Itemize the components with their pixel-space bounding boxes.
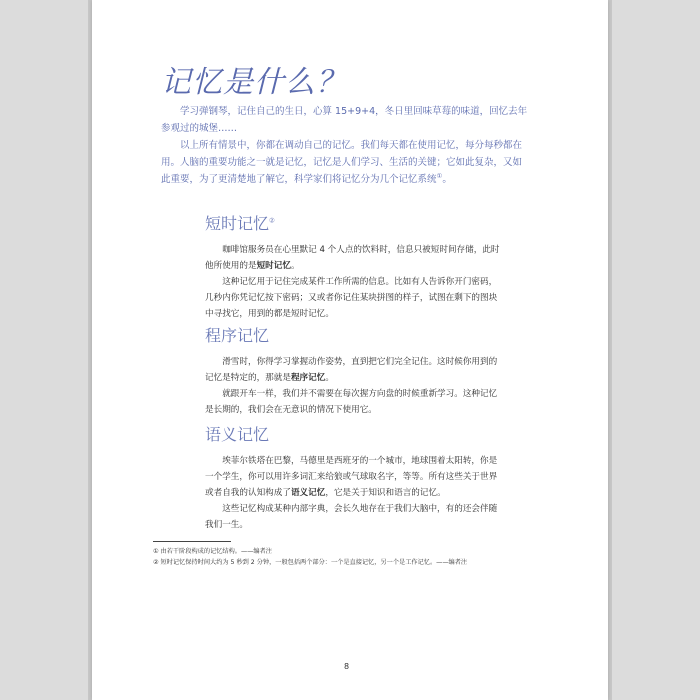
paragraph-text: 。 [290, 261, 300, 271]
right-page-edge [608, 0, 700, 700]
section-procedural-memory [205, 323, 503, 418]
book-page [92, 0, 608, 700]
section-semantic-memory [205, 422, 503, 533]
section-heading: 程序记忆 [205, 326, 270, 345]
footnote-divider [153, 541, 231, 542]
paragraph-text: 滑雪时，你得学习掌握动作姿势，直到把它们完全记住。这时候你用到的记忆是特定的，那就是 [205, 357, 498, 383]
intro-paragraph-2-text: 以上所有情景中，你都在调动自己的记忆。我们每天都在使用记忆，每分每秒都在用。人脑的重要功能之一就是记忆，记忆是人们学习、生活的关键；它如此复杂，又如此重要，为了更清楚地了解它，科学家们将记忆分为几个记忆系统 [161, 140, 523, 185]
bold-term: 程序记忆 [290, 373, 326, 383]
footnote-ref-1: ① [436, 171, 443, 180]
intro-paragraph-2: 以上所有情景中，你都在调动自己的记忆。我们每天都在使用记忆，每分每秒都在用。人脑的重要功能之一就是记忆，记忆是人们学习、生活的关键；它如此复杂，又如此重要，为了更清楚地了解它，科学家们将记忆分为几个记忆系统①。 [161, 140, 523, 185]
left-page-edge [0, 0, 92, 700]
section-paragraph-1 [205, 242, 503, 274]
page-number: 8 [344, 662, 350, 671]
page-title: 记忆是什么？ [161, 65, 347, 100]
section-paragraph-1 [205, 354, 503, 386]
paragraph-text: ，它是关于知识和语言的记忆。 [325, 488, 446, 498]
intro-paragraph-1: 学习弹钢琴，记住自己的生日，心算 15+9+4，冬日里回味草莓的味道，回忆去年参观过的城堡…… [161, 106, 528, 134]
footnote-2: ② 短时记忆保持时间大约为 5 秒到 2 分钟，一般包括两个部分：一个是直接记忆，另一个是工作记忆。——编者注 [153, 559, 468, 566]
section-heading: 语义记忆 [205, 425, 270, 444]
paragraph-text: 咖啡馆服务员在心里默记 4 个人点的饮料时，信息只被短时间存储，此时他所使用的是 [205, 245, 500, 271]
section-paragraph-2: 这些记忆构成某种内部字典，会长久地存在于我们大脑中，有的还会伴随我们一生。 [205, 504, 498, 530]
section-heading-text: 短时记忆 [205, 214, 270, 233]
footnote-1: ① 由若干阶段构成的记忆结构。——编者注 [153, 548, 272, 555]
section-paragraph-2: 这种记忆用于记住完成某件工作所需的信息。比如有人告诉你开门密码，几秒内你凭记忆按下密码；又或者你记住某块拼图的样子，试图在剩下的图块中寻找它，用到的都是短时记忆。 [205, 277, 498, 319]
section-short-term-memory [205, 211, 503, 322]
section-paragraph-2: 就跟开车一样，我们并不需要在每次握方向盘的时候重新学习。这种记忆是长期的，我们会在无意识的情况下使用它。 [205, 389, 498, 415]
intro-text [161, 103, 531, 188]
paragraph-text: 埃菲尔铁塔在巴黎，马德里是西班牙的一个城市，地球围着太阳转，你是一个学生，你可以用许多词汇来给狼或气球取名字，等等。所有这些关于世界或者自我的认知构成了 [205, 456, 498, 498]
bold-term: 短时记忆 [256, 261, 291, 271]
paragraph-text: 。 [325, 373, 334, 383]
footnote-ref-2: ② [269, 216, 275, 225]
section-heading [205, 211, 503, 234]
section-paragraph-1 [205, 453, 503, 501]
bold-term: 语义记忆 [290, 488, 326, 498]
